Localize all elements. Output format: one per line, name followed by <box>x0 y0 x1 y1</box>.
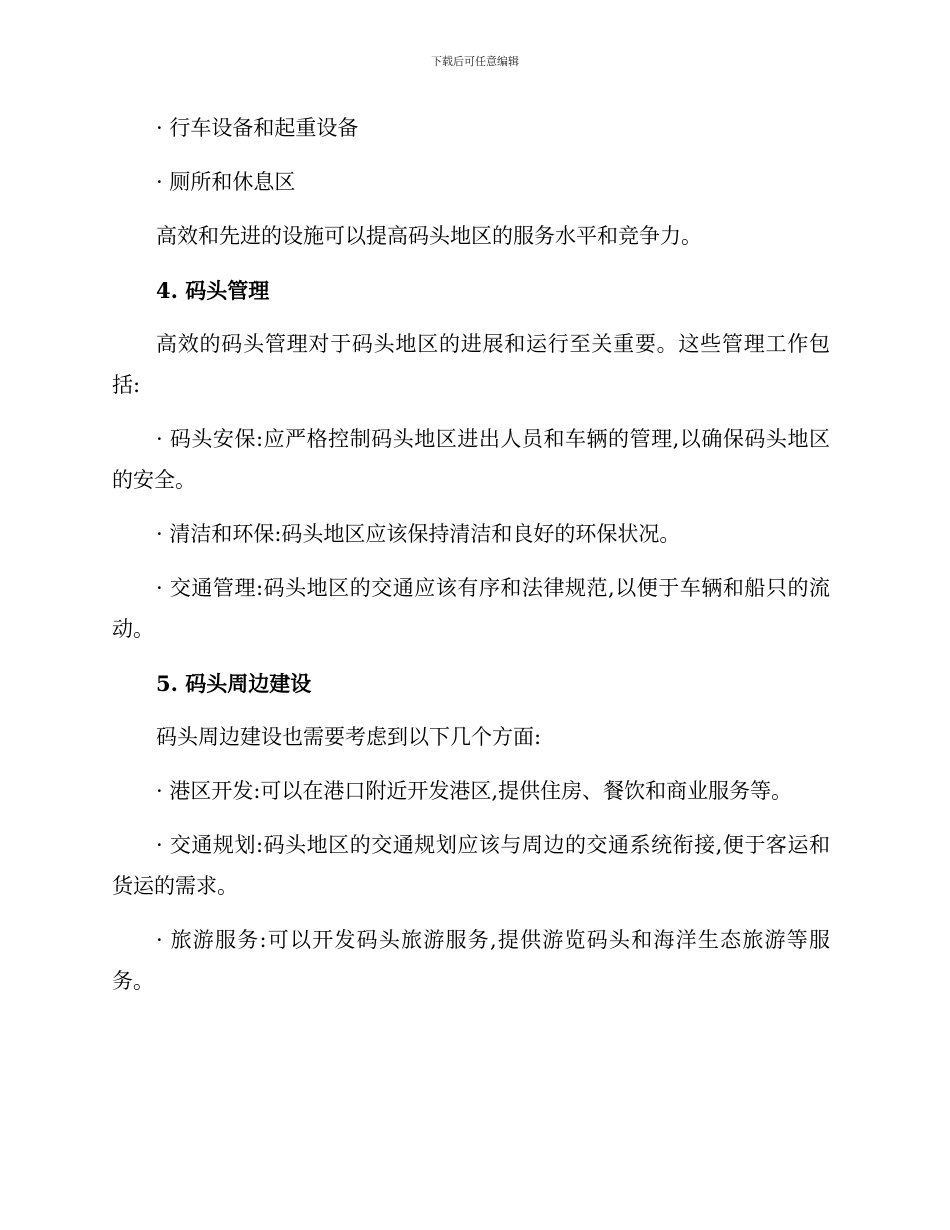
bullet-item: · 厕所和休息区 <box>156 170 296 194</box>
bullet-item: · 交通规划:码头地区的交通规划应该与周边的交通系统衔接,便于客运和货运的需求。 <box>112 833 830 898</box>
document-body <box>112 108 830 1015</box>
section-heading: 4. 码头管理 <box>156 278 270 303</box>
bullet-item: · 交通管理:码头地区的交通应该有序和法律规范,以便于车辆和船只的流动。 <box>112 576 830 641</box>
bullet-item: · 旅游服务:可以开发码头旅游服务,提供游览码头和海洋生态旅游等服务。 <box>112 928 830 993</box>
bullet-item: · 清洁和环保:码头地区应该保持清洁和良好的环保状况。 <box>156 522 681 546</box>
bullet-item: · 码头安保:应严格控制码头地区进出人员和车辆的管理,以确保码头地区的安全。 <box>112 427 830 492</box>
page-header: 下载后可任意编辑 <box>431 55 519 68</box>
bullet-item: · 港区开发:可以在港口附近开发港区,提供住房、餐饮和商业服务等。 <box>156 779 793 803</box>
body-paragraph: 高效的码头管理对于码头地区的进展和运行至关重要。这些管理工作包括: <box>112 332 830 397</box>
body-paragraph: 码头周边建设也需要考虑到以下几个方面: <box>156 725 542 749</box>
body-paragraph: 高效和先进的设施可以提高码头地区的服务水平和竞争力。 <box>156 224 702 248</box>
section-heading: 5. 码头周边建设 <box>156 671 312 696</box>
bullet-item: · 行车设备和起重设备 <box>156 116 359 140</box>
